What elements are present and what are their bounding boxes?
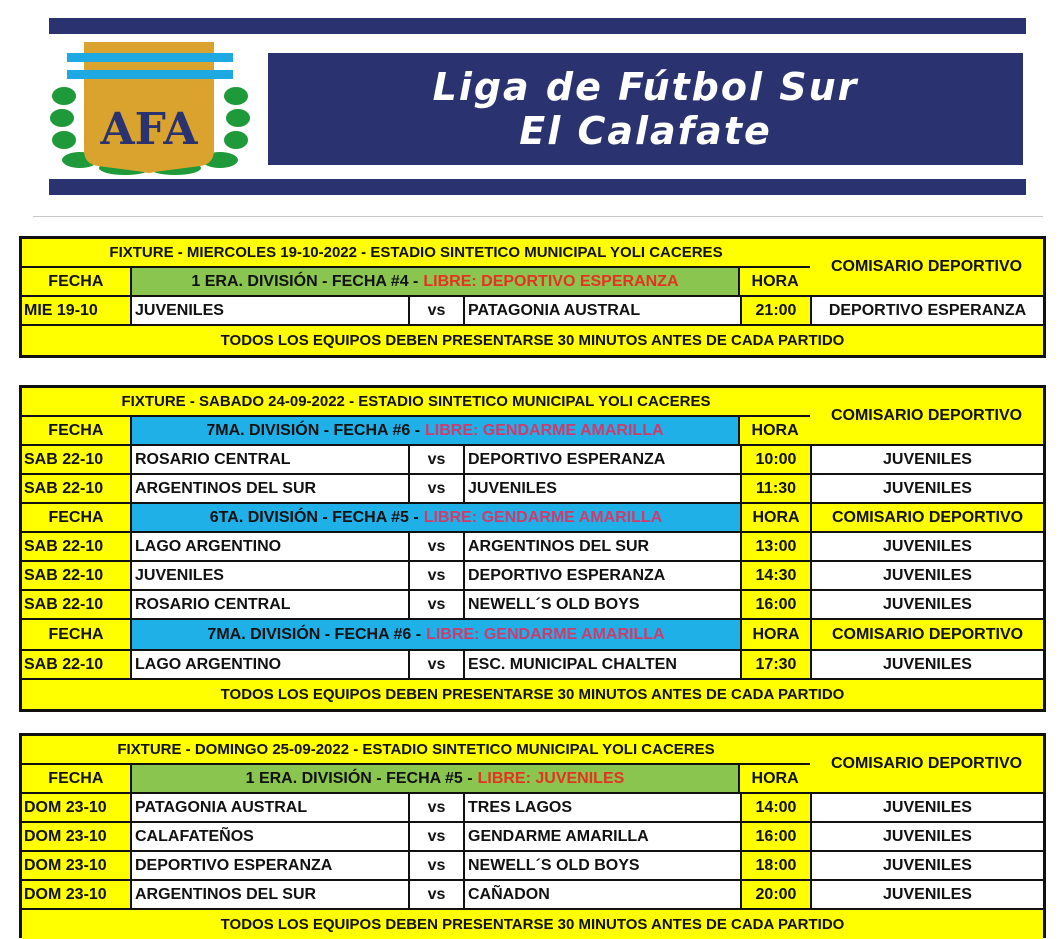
home-team: JUVENILES xyxy=(132,562,410,591)
hora-header: HORA xyxy=(742,620,812,651)
match-time: 14:00 xyxy=(742,794,812,823)
banner-top-bar xyxy=(49,18,1026,34)
match-date: DOM 23-10 xyxy=(22,823,132,852)
home-team: PATAGONIA AUSTRAL xyxy=(132,794,410,823)
division-label: 1 ERA. DIVISIÓN - FECHA #5 - xyxy=(245,769,473,787)
match-time: 21:00 xyxy=(742,297,812,326)
section-header-row xyxy=(22,620,1043,651)
division-label: 1 ERA. DIVISIÓN - FECHA #4 - xyxy=(191,272,419,290)
division-header xyxy=(132,504,742,533)
hora-header: HORA xyxy=(740,268,810,297)
match-row xyxy=(22,297,1043,326)
away-team: GENDARME AMARILLA xyxy=(465,823,742,852)
fecha-header: FECHA xyxy=(22,504,132,533)
fixture-title: FIXTURE - DOMINGO 25-09-2022 - ESTADIO SINTETICO MUNICIPAL YOLI CACERES xyxy=(22,736,810,765)
match-time: 17:30 xyxy=(742,651,812,680)
away-team: DEPORTIVO ESPERANZA xyxy=(465,446,742,475)
match-comisario: JUVENILES xyxy=(812,852,1043,881)
match-date: DOM 23-10 xyxy=(22,794,132,823)
home-team: JUVENILES xyxy=(132,297,410,326)
match-comisario: JUVENILES xyxy=(812,881,1043,910)
libre-label: LIBRE: JUVENILES xyxy=(477,769,625,787)
match-row xyxy=(22,881,1043,910)
vs-label: vs xyxy=(410,852,465,881)
match-comisario: JUVENILES xyxy=(812,562,1043,591)
match-time: 16:00 xyxy=(742,591,812,620)
vs-label: vs xyxy=(410,651,465,680)
fixture-table-wednesday xyxy=(19,236,1046,358)
league-title-line1: Liga de Fútbol Sur xyxy=(432,65,859,109)
division-label: 7MA. DIVISIÓN - FECHA #6 - xyxy=(207,625,422,643)
comisario-header: COMISARIO DEPORTIVO xyxy=(812,504,1043,533)
away-team: NEWELL´S OLD BOYS xyxy=(465,591,742,620)
home-team: ARGENTINOS DEL SUR xyxy=(132,475,410,504)
svg-text:AFA: AFA xyxy=(100,104,198,155)
match-comisario: JUVENILES xyxy=(812,475,1043,504)
league-title-line2: El Calafate xyxy=(519,109,772,153)
fixture-table-saturday xyxy=(19,385,1046,712)
home-team: LAGO ARGENTINO xyxy=(132,651,410,680)
match-comisario: JUVENILES xyxy=(812,794,1043,823)
away-team: PATAGONIA AUSTRAL xyxy=(465,297,742,326)
footer-note: TODOS LOS EQUIPOS DEBEN PRESENTARSE 30 MINUTOS ANTES DE CADA PARTIDO xyxy=(22,326,1043,355)
division-header xyxy=(132,765,740,794)
vs-label: vs xyxy=(410,881,465,910)
footer-note: TODOS LOS EQUIPOS DEBEN PRESENTARSE 30 MINUTOS ANTES DE CADA PARTIDO xyxy=(22,680,1043,709)
match-time: 18:00 xyxy=(742,852,812,881)
divider xyxy=(33,216,1043,217)
fecha-header: FECHA xyxy=(22,268,132,297)
away-team: CAÑADON xyxy=(465,881,742,910)
match-comisario: JUVENILES xyxy=(812,651,1043,680)
fecha-header: FECHA xyxy=(22,765,132,794)
vs-label: vs xyxy=(410,446,465,475)
match-row xyxy=(22,562,1043,591)
division-header xyxy=(132,620,742,651)
match-time: 20:00 xyxy=(742,881,812,910)
match-time: 11:30 xyxy=(742,475,812,504)
comisario-header: COMISARIO DEPORTIVO xyxy=(810,388,1043,446)
footer-note: TODOS LOS EQUIPOS DEBEN PRESENTARSE 30 MINUTOS ANTES DE CADA PARTIDO xyxy=(22,910,1043,939)
comisario-header: COMISARIO DEPORTIVO xyxy=(810,239,1043,297)
match-row xyxy=(22,794,1043,823)
home-team: LAGO ARGENTINO xyxy=(132,533,410,562)
away-team: JUVENILES xyxy=(465,475,742,504)
match-date: SAB 22-10 xyxy=(22,475,132,504)
vs-label: vs xyxy=(410,475,465,504)
afa-logo-icon xyxy=(50,40,250,178)
comisario-header: COMISARIO DEPORTIVO xyxy=(810,736,1043,794)
match-time: 14:30 xyxy=(742,562,812,591)
match-row xyxy=(22,533,1043,562)
match-row xyxy=(22,591,1043,620)
match-comisario: JUVENILES xyxy=(812,823,1043,852)
vs-label: vs xyxy=(410,591,465,620)
libre-label: LIBRE: GENDARME AMARILLA xyxy=(426,625,665,643)
match-row xyxy=(22,651,1043,680)
section-header-row xyxy=(22,504,1043,533)
vs-label: vs xyxy=(410,823,465,852)
match-row xyxy=(22,852,1043,881)
hora-header: HORA xyxy=(740,417,810,446)
vs-label: vs xyxy=(410,533,465,562)
match-date: DOM 23-10 xyxy=(22,881,132,910)
home-team: ROSARIO CENTRAL xyxy=(132,446,410,475)
away-team: DEPORTIVO ESPERANZA xyxy=(465,562,742,591)
banner-bottom-bar xyxy=(49,179,1026,195)
match-time: 16:00 xyxy=(742,823,812,852)
match-comisario: JUVENILES xyxy=(812,446,1043,475)
libre-label: LIBRE: GENDARME AMARILLA xyxy=(423,508,663,526)
match-comisario: JUVENILES xyxy=(812,533,1043,562)
match-time: 13:00 xyxy=(742,533,812,562)
fecha-header: FECHA xyxy=(22,620,132,651)
libre-label: LIBRE: DEPORTIVO ESPERANZA xyxy=(423,272,679,290)
away-team: ARGENTINOS DEL SUR xyxy=(465,533,742,562)
match-comisario: DEPORTIVO ESPERANZA xyxy=(812,297,1043,326)
match-time: 10:00 xyxy=(742,446,812,475)
match-date: SAB 22-10 xyxy=(22,591,132,620)
fecha-header: FECHA xyxy=(22,417,132,446)
home-team: ROSARIO CENTRAL xyxy=(132,591,410,620)
vs-label: vs xyxy=(410,562,465,591)
division-header xyxy=(132,417,740,446)
match-date: SAB 22-10 xyxy=(22,533,132,562)
header-banner xyxy=(0,0,1061,200)
league-title-box xyxy=(268,53,1023,165)
division-header xyxy=(132,268,740,297)
match-date: SAB 22-10 xyxy=(22,446,132,475)
division-label: 6TA. DIVISIÓN - FECHA #5 - xyxy=(209,508,419,526)
home-team: ARGENTINOS DEL SUR xyxy=(132,881,410,910)
fixture-table-sunday xyxy=(19,733,1046,938)
away-team: NEWELL´S OLD BOYS xyxy=(465,852,742,881)
away-team: ESC. MUNICIPAL CHALTEN xyxy=(465,651,742,680)
match-row xyxy=(22,475,1043,504)
match-date: SAB 22-10 xyxy=(22,562,132,591)
comisario-header: COMISARIO DEPORTIVO xyxy=(812,620,1043,651)
home-team: CALAFATEÑOS xyxy=(132,823,410,852)
match-row xyxy=(22,823,1043,852)
match-row xyxy=(22,446,1043,475)
match-date: MIE 19-10 xyxy=(22,297,132,326)
match-date: SAB 22-10 xyxy=(22,651,132,680)
libre-label: LIBRE: GENDARME AMARILLA xyxy=(425,421,664,439)
division-label: 7MA. DIVISIÓN - FECHA #6 - xyxy=(206,421,421,439)
fixture-title: FIXTURE - SABADO 24-09-2022 - ESTADIO SINTETICO MUNICIPAL YOLI CACERES xyxy=(22,388,810,417)
vs-label: vs xyxy=(410,297,465,326)
vs-label: vs xyxy=(410,794,465,823)
hora-header: HORA xyxy=(740,765,810,794)
away-team: TRES LAGOS xyxy=(465,794,742,823)
fixture-title: FIXTURE - MIERCOLES 19-10-2022 - ESTADIO SINTETICO MUNICIPAL YOLI CACERES xyxy=(22,239,810,268)
match-comisario: JUVENILES xyxy=(812,591,1043,620)
home-team: DEPORTIVO ESPERANZA xyxy=(132,852,410,881)
match-date: DOM 23-10 xyxy=(22,852,132,881)
hora-header: HORA xyxy=(742,504,812,533)
